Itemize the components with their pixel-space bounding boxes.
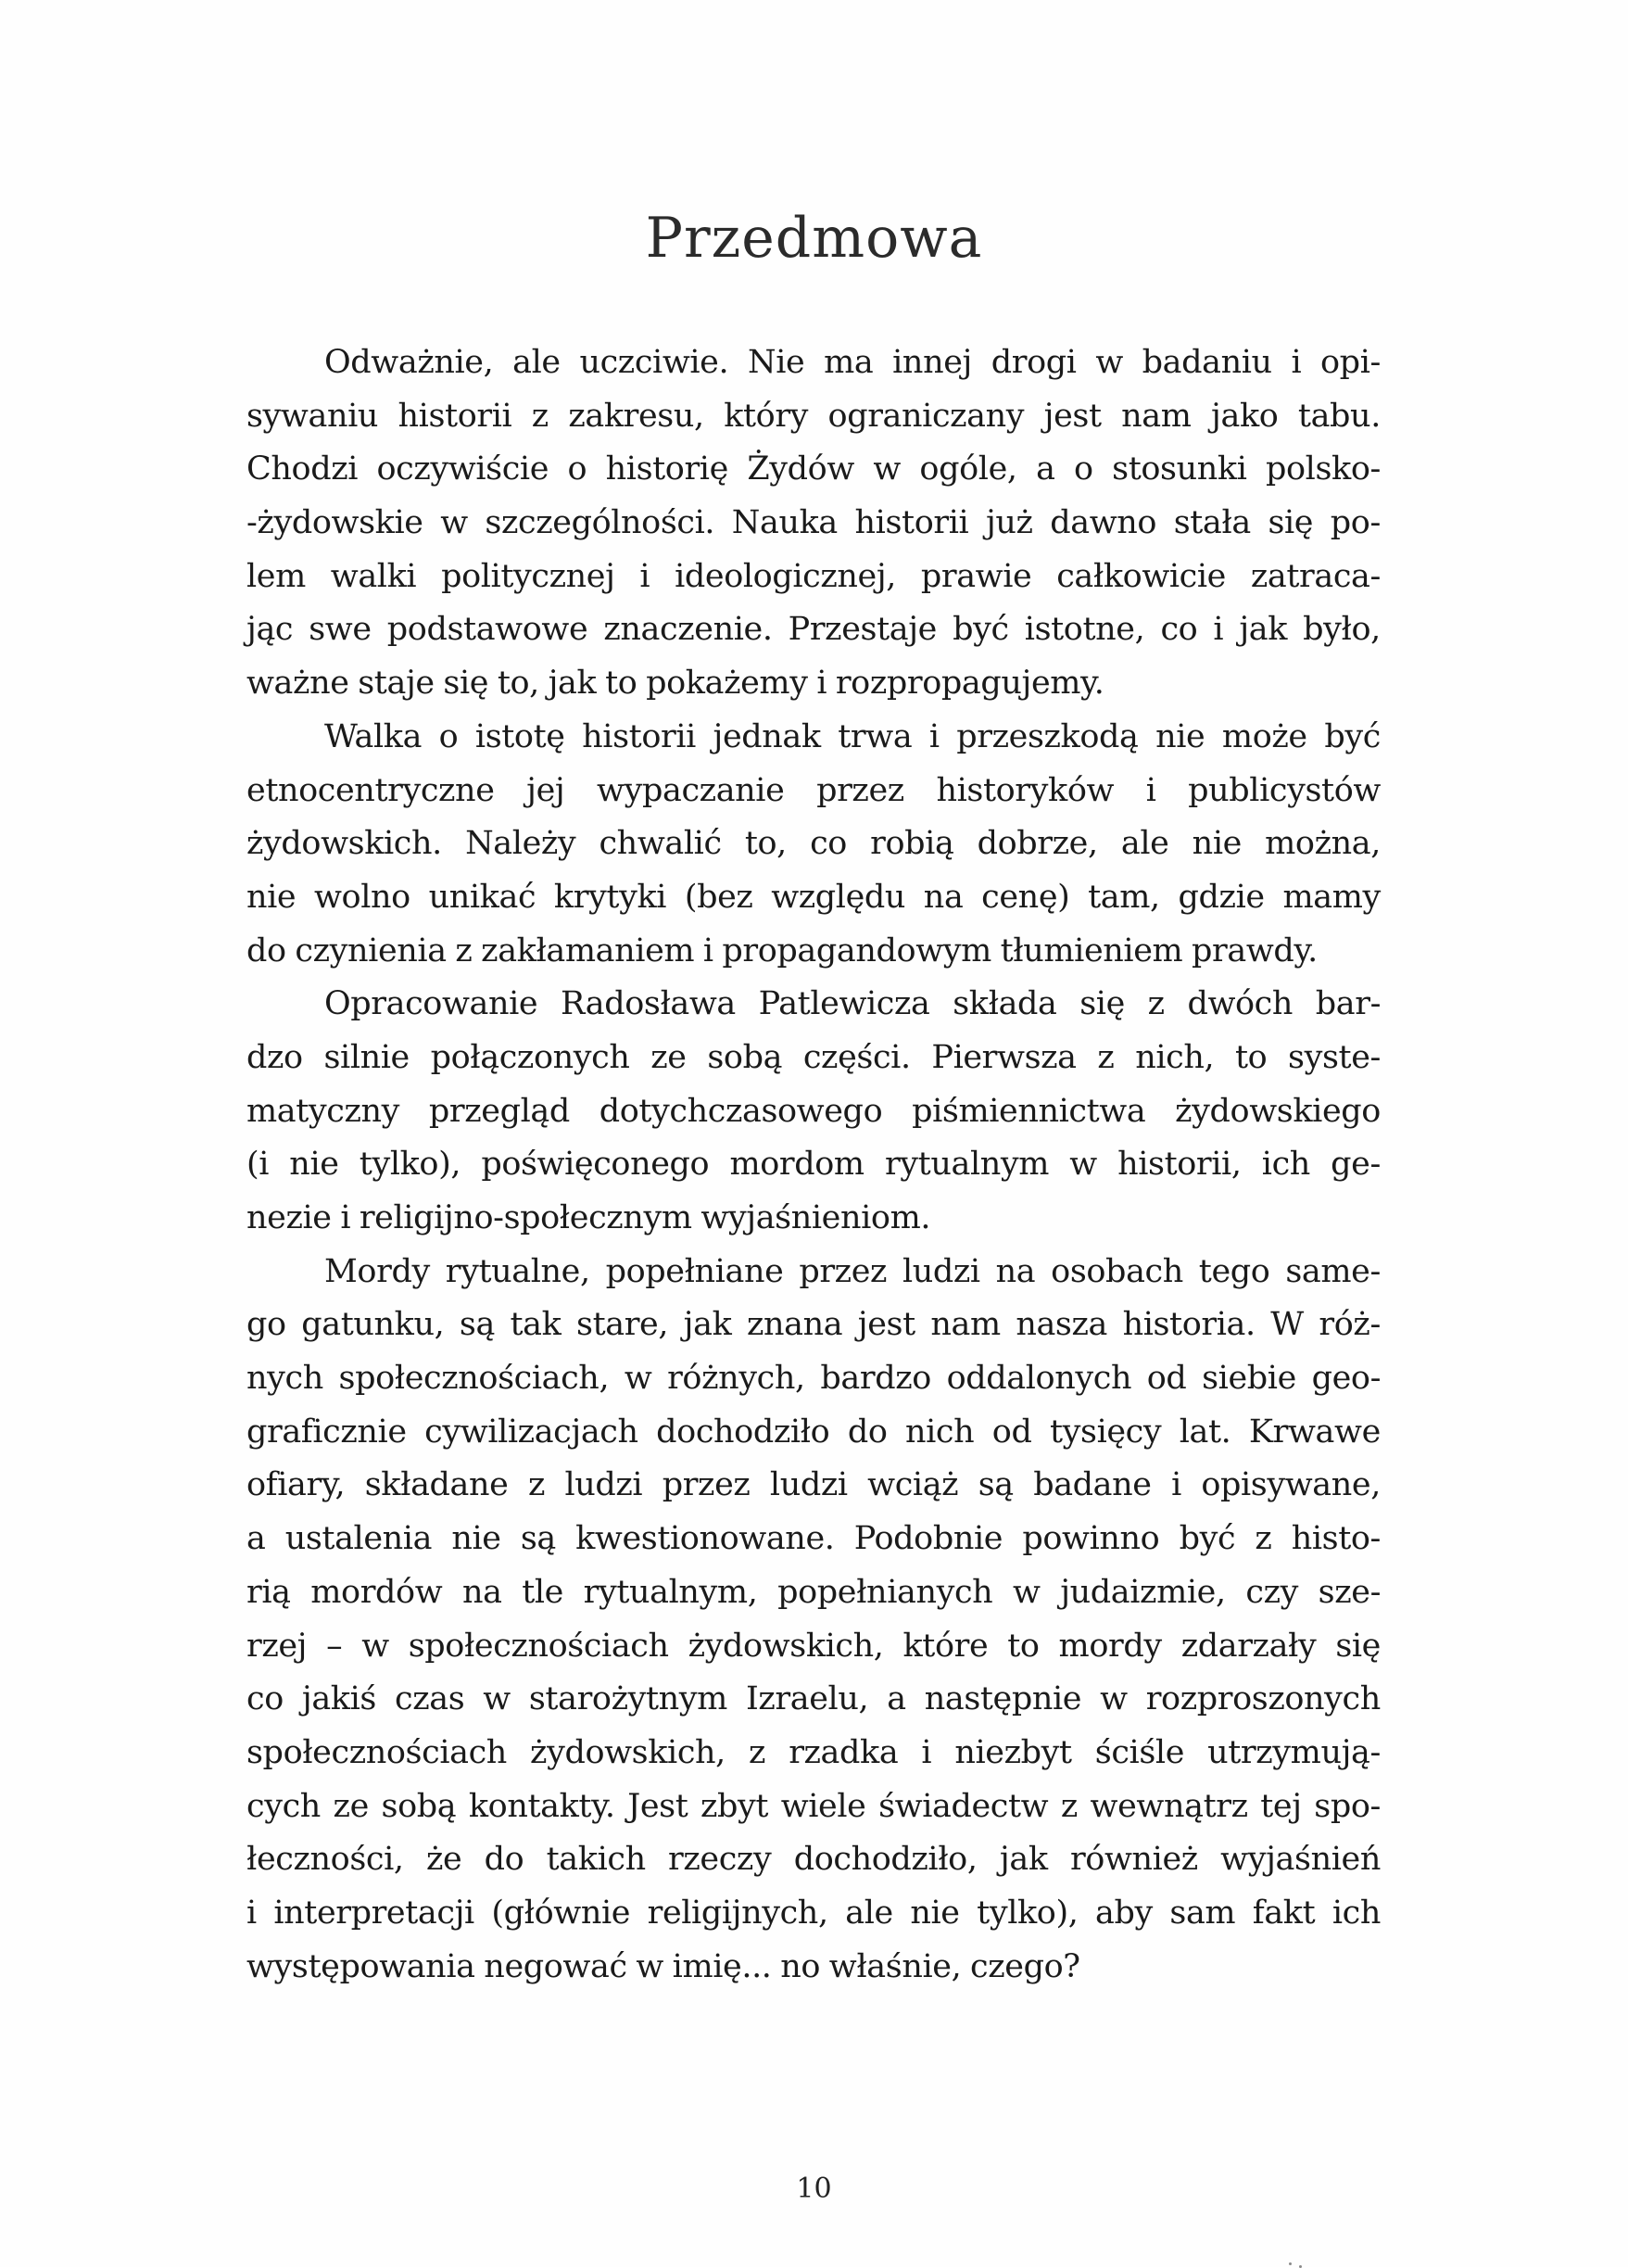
- chapter-title: Przedmowa: [645, 206, 983, 271]
- text-line: nych społecznościach, w różnych, bardzo oddalonych od siebie geo-: [246, 1360, 1381, 1398]
- text-line: Walka o istotę historii jednak trwa i przeszkodą nie może być: [324, 717, 1381, 755]
- text-line: etnocentryczne jej wypaczanie przez historyków i publicystów: [246, 771, 1381, 809]
- paragraph: [246, 336, 1381, 711]
- paragraph: [246, 711, 1381, 978]
- paragraph: [246, 978, 1381, 1245]
- text-line: co jakiś czas w starożytnym Izraelu, a następnie w rozproszonych: [246, 1680, 1381, 1718]
- text-line: cych ze sobą kontakty. Jest zbyt wiele świadectw z wewnątrz tej spo-: [246, 1787, 1381, 1825]
- paragraph: [246, 1246, 1381, 1995]
- text-line: społecznościach żydowskich, z rzadka i niezbyt ściśle utrzymują-: [246, 1733, 1381, 1771]
- text-line: występowania negować w imię... no właśnie, czego?: [246, 1947, 1080, 1985]
- text-line: go gatunku, są tak stare, jak znana jest nam nasza historia. W róż-: [246, 1306, 1381, 1344]
- text-line: a ustalenia nie są kwestionowane. Podobnie powinno być z histo-: [246, 1520, 1381, 1558]
- text-line: ważne staje się to, jak to pokażemy i rozpropagujemy.: [246, 665, 1104, 703]
- text-line: graficznie cywilizacjach dochodziło do nich od tysięcy lat. Krwawe: [246, 1413, 1381, 1451]
- text-line: żydowskich. Należy chwalić to, co robią dobrze, ale nie można,: [246, 825, 1381, 863]
- text-line: Chodzi oczywiście o historię Żydów w ogóle, a o stosunki polsko-: [246, 450, 1381, 488]
- text-line: Odważnie, ale uczciwie. Nie ma innej drogi w badaniu i opi-: [324, 344, 1381, 381]
- text-line: i interpretacji (głównie religijnych, ale nie tylko), aby sam fakt ich: [246, 1894, 1381, 1932]
- page-number: 10: [796, 2173, 832, 2205]
- text-line: łeczności, że do takich rzeczy dochodziło, jak również wyjaśnień: [246, 1841, 1381, 1879]
- text-line: ofiary, składane z ludzi przez ludzi wciąż są badane i opisywane,: [246, 1466, 1381, 1504]
- text-line: dzo silnie połączonych ze sobą części. Pierwsza z nich, to syste-: [246, 1038, 1381, 1076]
- text-line: Opracowanie Radosława Patlewicza składa się z dwóch bar-: [324, 985, 1381, 1023]
- text-line: sywaniu historii z zakresu, który ograniczany jest nam jako tabu.: [246, 397, 1381, 435]
- body-text: [246, 336, 1381, 1994]
- text-line: nie wolno unikać krytyki (bez względu na cenę) tam, gdzie mamy: [246, 878, 1381, 916]
- text-line: jąc swe podstawowe znaczenie. Przestaje być istotne, co i jak było,: [246, 611, 1381, 649]
- text-line: matyczny przegląd dotychczasowego piśmiennictwa żydowskiego: [246, 1092, 1381, 1130]
- text-line: -żydowskie w szczególności. Nauka historii już dawno stała się po-: [246, 504, 1381, 542]
- text-line: lem walki politycznej i ideologicznej, prawie całkowicie zatraca-: [246, 557, 1381, 595]
- text-line: rzej – w społecznościach żydowskich, które to mordy zdarzały się: [246, 1627, 1381, 1665]
- text-line: Mordy rytualne, popełniane przez ludzi na osobach tego same-: [324, 1252, 1381, 1290]
- text-line: do czynienia z zakłamaniem i propagandowym tłumieniem prawdy.: [246, 931, 1318, 969]
- text-line: rią mordów na tle rytualnym, popełnianych w judaizmie, czy sze-: [246, 1573, 1381, 1611]
- scan-speck: [1289, 2262, 1292, 2265]
- text-line: nezie i religijno-społecznym wyjaśnieniom.: [246, 1199, 931, 1236]
- text-line: (i nie tylko), poświęconego mordom rytualnym w historii, ich ge-: [246, 1146, 1381, 1184]
